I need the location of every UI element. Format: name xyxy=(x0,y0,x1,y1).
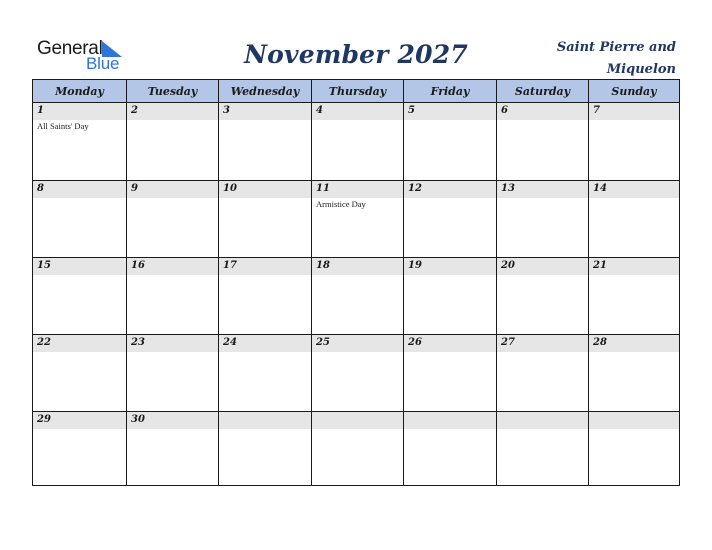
day-cell xyxy=(403,103,496,180)
day-number-bar xyxy=(127,181,218,198)
day-number: 16 xyxy=(131,260,145,271)
weekday-header-tuesday: Tuesday xyxy=(126,80,218,103)
day-cell xyxy=(33,103,126,180)
day-number-bar xyxy=(33,181,126,198)
day-number: 5 xyxy=(408,105,415,116)
day-cell xyxy=(588,334,679,411)
day-number-bar xyxy=(33,103,126,120)
day-cell xyxy=(218,334,311,411)
day-number: 11 xyxy=(316,183,330,194)
day-number: 7 xyxy=(593,105,600,116)
day-cell xyxy=(126,411,218,485)
day-number: 23 xyxy=(131,337,145,348)
day-cell xyxy=(218,180,311,257)
day-cell xyxy=(33,334,126,411)
day-cell xyxy=(403,411,496,485)
day-cell xyxy=(126,334,218,411)
day-number: 15 xyxy=(37,260,51,271)
calendar-grid xyxy=(32,79,680,486)
day-number: 20 xyxy=(501,260,515,271)
logo-text-blue: Blue xyxy=(86,54,120,73)
day-cell xyxy=(33,180,126,257)
day-number: 28 xyxy=(593,337,607,348)
day-cell xyxy=(311,180,403,257)
day-number: 10 xyxy=(223,183,237,194)
day-number-bar xyxy=(497,103,588,120)
day-number-bar xyxy=(497,412,588,429)
day-cell xyxy=(126,257,218,334)
day-number-bar xyxy=(312,103,403,120)
weekday-header-saturday: Saturday xyxy=(496,80,588,103)
day-cell xyxy=(218,257,311,334)
day-number: 2 xyxy=(131,105,138,116)
day-number: 12 xyxy=(408,183,422,194)
day-number: 1 xyxy=(37,105,44,116)
day-number-bar xyxy=(219,103,311,120)
weekday-header-sunday: Sunday xyxy=(588,80,679,103)
day-cell xyxy=(496,180,588,257)
day-cell xyxy=(311,334,403,411)
day-number: 25 xyxy=(316,337,330,348)
day-cell xyxy=(403,334,496,411)
day-number: 6 xyxy=(501,105,508,116)
day-cell xyxy=(496,103,588,180)
region-line-1: Saint Pierre and xyxy=(556,40,676,55)
day-number-bar xyxy=(404,103,496,120)
day-number: 27 xyxy=(501,337,515,348)
holiday-label: Armistice Day xyxy=(316,199,366,209)
day-number: 8 xyxy=(37,183,44,194)
day-number: 24 xyxy=(223,337,237,348)
day-number: 4 xyxy=(316,105,323,116)
day-number: 26 xyxy=(408,337,422,348)
day-cell xyxy=(403,180,496,257)
day-cell xyxy=(588,257,679,334)
day-number: 29 xyxy=(37,414,51,425)
day-number-bar xyxy=(312,412,403,429)
day-number: 18 xyxy=(316,260,330,271)
day-cell xyxy=(218,411,311,485)
day-number: 13 xyxy=(501,183,515,194)
day-number: 14 xyxy=(593,183,607,194)
day-cell xyxy=(311,103,403,180)
day-number: 9 xyxy=(131,183,138,194)
holiday-label: All Saints' Day xyxy=(37,121,89,131)
day-cell xyxy=(126,103,218,180)
day-cell xyxy=(218,103,311,180)
day-number: 22 xyxy=(37,337,51,348)
region-name xyxy=(526,37,676,81)
day-cell xyxy=(33,411,126,485)
region-line-2: Miquelon xyxy=(606,62,676,77)
day-cell xyxy=(311,257,403,334)
day-cell xyxy=(588,180,679,257)
weekday-header-thursday: Thursday xyxy=(311,80,403,103)
day-cell xyxy=(496,334,588,411)
day-number-bar xyxy=(589,103,679,120)
day-number-bar xyxy=(127,103,218,120)
weekday-header-friday: Friday xyxy=(403,80,496,103)
day-number-bar xyxy=(589,412,679,429)
day-cell xyxy=(403,257,496,334)
day-number: 3 xyxy=(223,105,230,116)
day-number: 30 xyxy=(131,414,145,425)
day-number: 19 xyxy=(408,260,422,271)
day-cell xyxy=(33,257,126,334)
calendar-title: November 2027 xyxy=(244,40,468,69)
logo-text-general: General xyxy=(37,38,103,59)
day-cell xyxy=(311,411,403,485)
day-number: 21 xyxy=(593,260,607,271)
weekday-header-row xyxy=(33,80,679,103)
day-cell xyxy=(588,103,679,180)
day-number-bar xyxy=(219,412,311,429)
day-cell xyxy=(496,411,588,485)
day-cell xyxy=(126,180,218,257)
day-number-bar xyxy=(404,412,496,429)
weekday-header-monday: Monday xyxy=(33,80,126,103)
weekday-header-wednesday: Wednesday xyxy=(218,80,311,103)
day-cell xyxy=(496,257,588,334)
day-number: 17 xyxy=(223,260,237,271)
day-cell xyxy=(588,411,679,485)
